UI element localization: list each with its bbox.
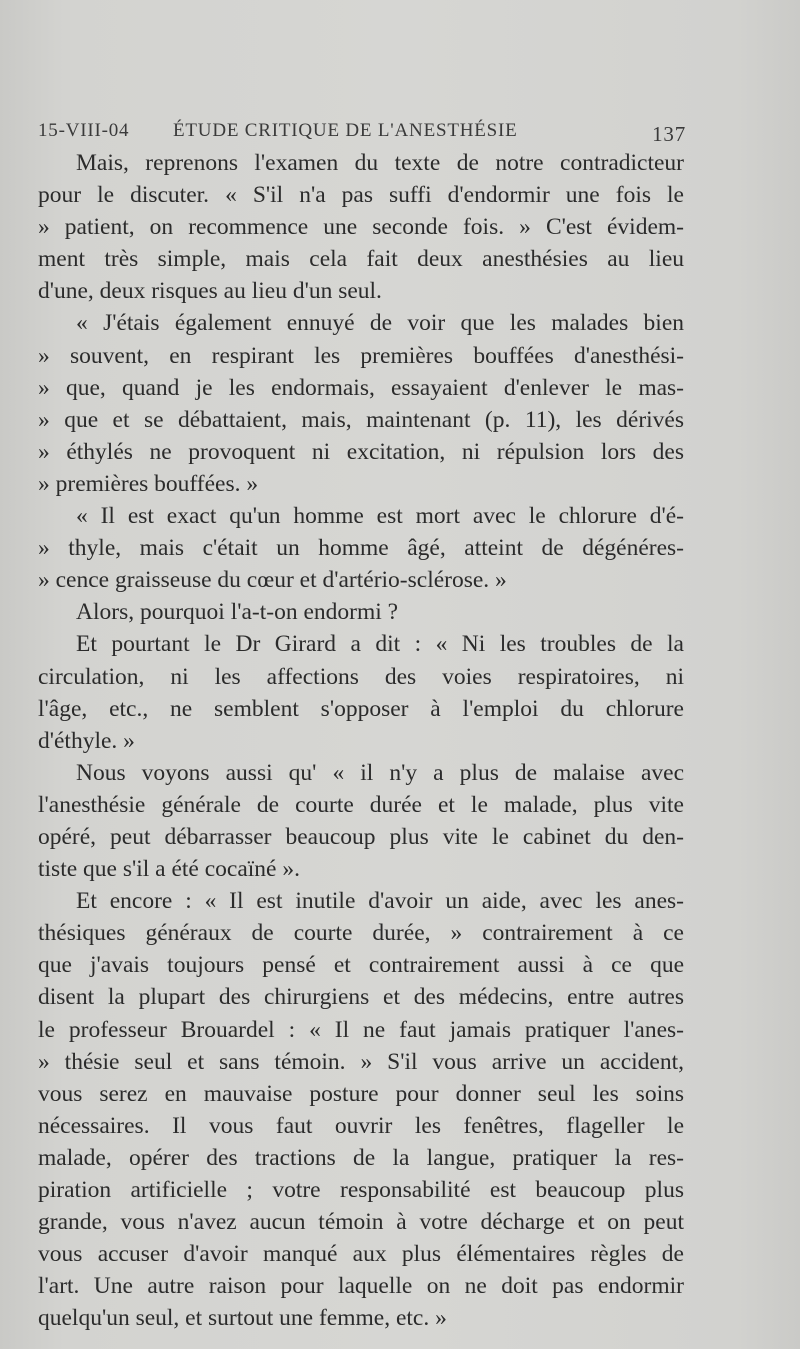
text-line: vous accuser d'avoir manqué aux plus élémentaires règles de [38, 1241, 684, 1268]
text-line: l'âge, etc., ne semblent s'opposer à l'emploi du chlorure [38, 695, 684, 722]
text-line: » éthylés ne provoquent ni excitation, ni répulsion lors des [38, 438, 684, 465]
text-line: Et pourtant le Dr Girard a dit : « Ni les troubles de la [76, 631, 684, 658]
running-head-title: ÉTUDE CRITIQUE DE L'ANESTHÉSIE [173, 120, 518, 141]
text-line: l'anesthésie générale de courte durée et le malade, plus vite [38, 791, 684, 818]
running-head [38, 120, 686, 150]
text-line: vous serez en mauvaise posture pour donner seul les soins [38, 1080, 684, 1107]
text-line: » thyle, mais c'était un homme âgé, atteint de dégénéres- [38, 535, 684, 562]
text-line: d'une, deux risques au lieu d'un seul. [38, 278, 382, 305]
text-line: grande, vous n'avez aucun témoin à votre décharge et on peut [38, 1209, 684, 1236]
text-line: quelqu'un seul, et surtout une femme, etc. » [38, 1305, 447, 1332]
text-line: ment très simple, mais cela fait deux anesthésies au lieu [38, 246, 684, 273]
text-line: Mais, reprenons l'examen du texte de notre contradicteur [76, 150, 684, 176]
text-line: que j'avais toujours pensé et contrairement aussi à ce que [38, 952, 684, 979]
text-line: le professeur Brouardel : « Il ne faut jamais pratiquer l'anes- [38, 1016, 684, 1043]
page-number: 137 [652, 122, 686, 146]
text-line: » patient, on recommence une seconde fois. » C'est évidem- [38, 214, 684, 241]
text-line: d'éthyle. » [38, 727, 135, 754]
text-line: l'art. Une autre raison pour laquelle on ne doit pas endormir [38, 1273, 684, 1300]
text-line: circulation, ni les affections des voies respiratoires, ni [38, 663, 684, 690]
text-line: malade, opérer des tractions de la langue, pratiquer la res- [38, 1144, 684, 1171]
text-line: disent la plupart des chirurgiens et des médecins, entre autres [38, 984, 684, 1011]
text-line: tiste que s'il a été cocaïné ». [38, 856, 300, 883]
text-line: Et encore : « Il est inutile d'avoir un aide, avec les anes- [76, 888, 684, 915]
text-line: » souvent, en respirant les premières bouffées d'anesthési- [38, 342, 684, 369]
text-line: « J'étais également ennuyé de voir que les malades bien [76, 310, 684, 337]
text-line: nécessaires. Il vous faut ouvrir les fenêtres, flageller le [38, 1112, 684, 1139]
text-line: » que et se débattaient, mais, maintenant (p. 11), les dérivés [38, 406, 684, 433]
text-line: pour le discuter. « S'il n'a pas suffi d'endormir une fois le [38, 182, 684, 209]
text-line: « Il est exact qu'un homme est mort avec le chlorure d'é- [76, 503, 684, 530]
text-line: » thésie seul et sans témoin. » S'il vous arrive un accident, [38, 1048, 684, 1075]
text-line: piration artificielle ; votre responsabilité est beaucoup plus [38, 1177, 684, 1203]
running-head-date: 15-VIII-04 [38, 120, 130, 141]
text-line: opéré, peut débarrasser beaucoup plus vite le cabinet du den- [38, 823, 684, 850]
text-line: Alors, pourquoi l'a-t-on endormi ? [76, 599, 399, 626]
text-line: Nous voyons aussi qu' « il n'y a plus de malaise avec [76, 759, 684, 786]
body-text [38, 147, 684, 1334]
text-line: thésiques généraux de courte durée, » contrairement à ce [38, 920, 684, 947]
text-line: » premières bouffées. » [38, 470, 259, 497]
text-line: » cence graisseuse du cœur et d'artério-sclérose. » [38, 567, 507, 594]
text-line: » que, quand je les endormais, essayaient d'enlever le mas- [38, 374, 684, 401]
